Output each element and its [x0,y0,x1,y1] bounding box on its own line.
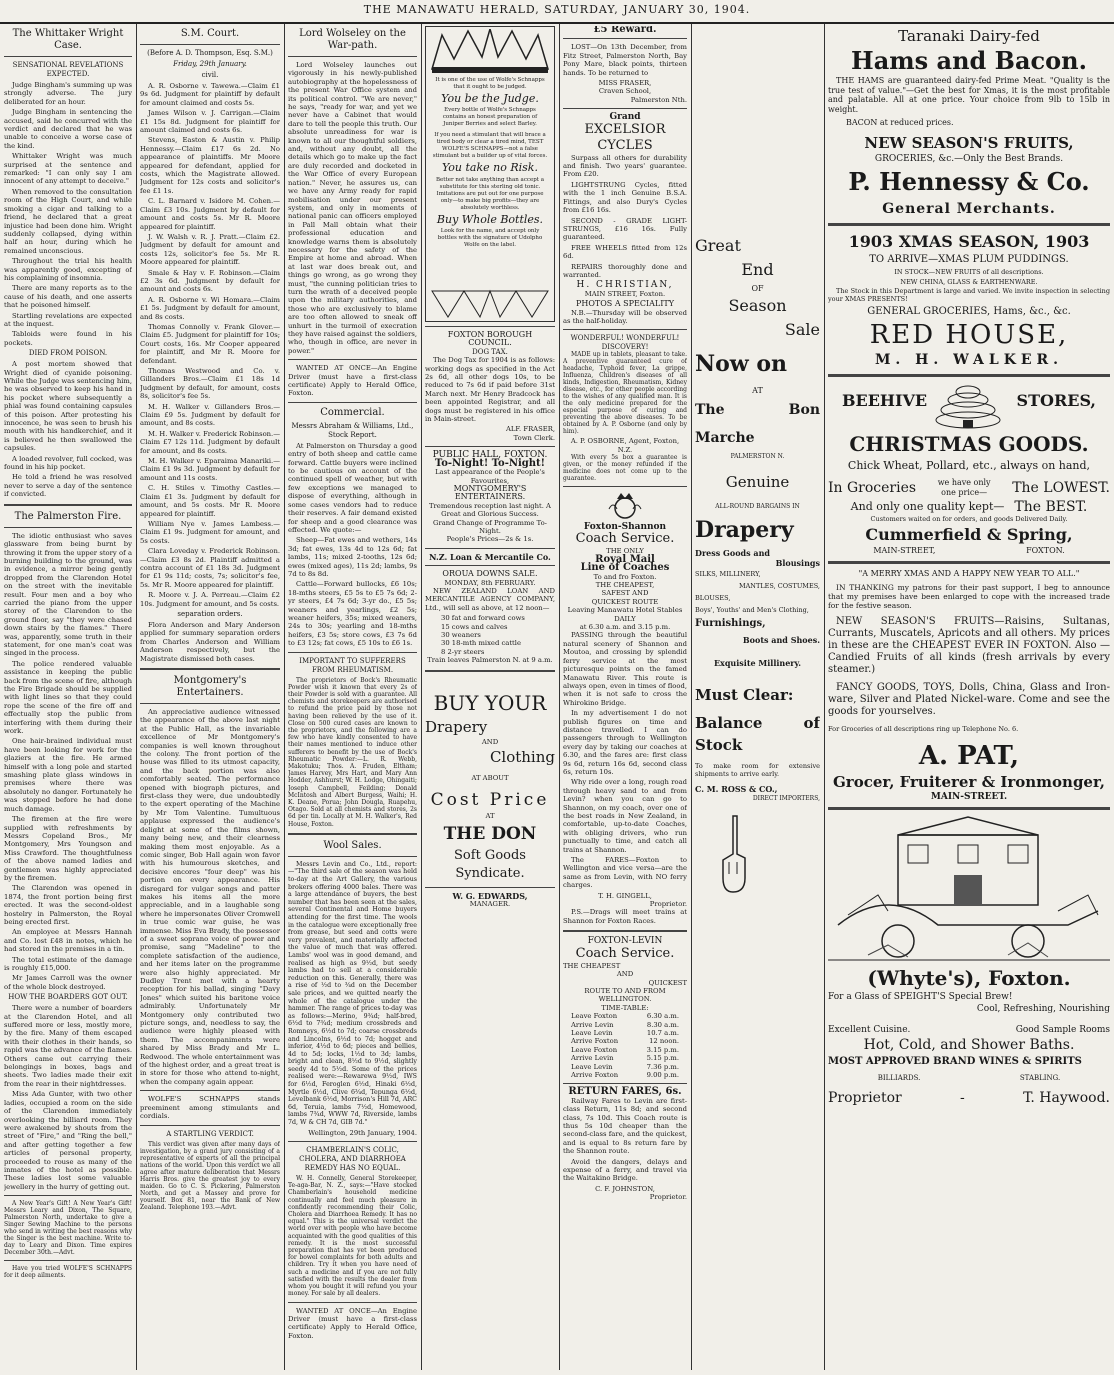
article-paragraph: A loaded revolver, full cocked, was found in his hip pocket. [4,454,132,472]
ad-text: at 6.30 a.m. and 3.15 p.m. [579,623,671,632]
ad-text: Blousings [775,558,820,568]
ad-text: BLOUSES, [695,594,731,602]
pointing-hand-icon [715,814,755,894]
ad-heading: Soft Goods Syndicate. [454,847,526,881]
ad-text: The FARES—Foxton to Wellington and vice versa—are the same as from Levin, with NO ferry charges. [563,856,687,890]
ad-text: In Groceries [828,480,917,496]
ad-heading: Line of Coaches [580,562,670,574]
beehive-icon [933,382,1003,430]
article-headline: The Whittaker Wright Case. [12,28,124,51]
ad-text: Avoid the dangers, delays and expense of a ferry, and travel via the Waitakino Bridge. [563,1157,687,1183]
advertisement: Have you tried WOLFE'S SCHNAPPS for it deep ailments. [4,1265,132,1280]
ad-text: AND [616,970,634,979]
ad-heading: The Bon Marche [695,402,820,446]
ad-text: To make room for extensive shipments to arrive early. [695,762,820,778]
court-case: A. R. Osborne v. Tawewa.—Claim £1 9s 6d. Judgment for plaintiff by default for amount claimed and costs 5s. [140,82,280,107]
ad-text: MAIN-STREET. [930,792,1008,802]
court-case: M. H. Walker v. Eparaima Manariki.—Claim £1 9s 3d. Judgment by default for amount and 11s costs. [140,457,280,482]
ad-heading: End [741,260,774,279]
ad-heading: P. Hennessy & Co. [848,167,1090,196]
ad-text: AT ABOUT [471,774,509,783]
ad-heading: You take no Risk. [442,161,538,175]
ad-text: QUICKEST ROUTE [591,597,659,606]
ad-heading: MONTGOMERY'S ENTERTAINERS. [453,483,527,502]
court-case: C. H. Stiles v. Timothy Castles.—Claim £1 3s. Judgment by default for amount, and 5s costs. Mr R. Moore appeared for plaintiff. [140,484,280,518]
court-section: separation orders. [177,609,243,618]
ad-heading: Great [695,236,741,255]
article-headline: The Palmerston Fire. [14,510,122,522]
ad-text: Railway Fares to Levin are first-class Return, 11s 8d; and second class, 7s 10d. This Coach route is thus 5s 10d cheaper than the second-class fare, and the quickest, and is equal to 8s return fare by the Shannon route. [563,1096,687,1156]
ad-heading: BEEHIVE [842,391,928,410]
beehive-banner [828,382,1110,430]
ad-text: THE CHEAPEST, [595,581,655,590]
ad-heading: Drapery [425,717,488,736]
ad-signature: Proprietor. [649,900,687,909]
advertisement: WANTED AT ONCE—An Engine Driver (must have a first-class certificate) Apply to Herald Office, Foxton. [288,364,417,398]
sale-item: 30 fat and forward cows [441,614,525,623]
ad-text: LOST—On 13th December, from Fitz Street, Palmerston North, Bay Pony Mare, black points, thirteen hands. To be returned to [563,43,687,77]
ad-text: THE CHEAPEST [563,961,621,970]
ad-text: Exquisite Millinery. [713,658,802,668]
timetable-time: 12 noon. [649,1037,679,1046]
court-date: Friday, 29th January. [173,60,247,68]
ad-text: FANCY GOODS, TOYS, Dolls, China, Glass and Iron-ware, Silver and Plated Nickel-ware. Come and see the goods for yourselves. [828,682,1110,717]
ad-heading: PHOTOS A SPECIALITY [575,299,674,309]
ad-text: MANTLES, COSTUMES, [738,582,820,590]
ad-text: MADE up in tablets, pleasant to take. A preventive guaranteed cure of headache, Typhoid fever, La grippe, Influenza, Children's diseases of all kinds, Indigestion, Rheumatism, Kidney disease, etc., for other people according to the wishes of any qualified man. It is the only medicine prepared for the especial purpose of curing and preventing the above diseases. To be obtained by A. P. Osborne (and only by him). [563,351,687,436]
column-3 [288,26,417,1371]
ad-text: "A MERRY XMAS AND A HAPPY NEW YEAR TO ALL." [858,569,1080,578]
timetable-row [571,1012,679,1020]
court-case: R. Moore v. J. A. Perreau.—Claim £2 10s. Judgment for amount, and 5s costs. [140,591,280,608]
ad-text: Excellent Cuisine. [828,1025,911,1035]
ad-text: With every 5s box a guarantee is given, or the money refunded if the medicine does not come up to the guarantee. [563,454,687,482]
timetable-row [571,1054,679,1062]
ad-text: NEW CHINA, GLASS & EARTHENWARE. [900,278,1038,286]
ad-text: GENERAL GROCERIES, Hams, &c., &c. [867,306,1071,317]
article-paragraph: One hair-brained individual must have been looking for work for the glaziers at the fire. He armed himself with a long pole and started smashing plate glass windows in premises where there was absolutely no danger. Fortunately he was stopped before he had done much damage. [4,737,132,813]
article-paragraph: Whittaker Wright was much surprised at the sentence and remarked: "I can only say I am innocent of any attempt to deceive." [4,152,132,186]
ad-text: MONDAY, 8th FEBRUARY. [444,578,536,587]
ad-heading: EXCELSIOR CYCLES [584,121,666,153]
court-case: Thomas Westwood and Co. v. Gillanders Bros.—Claim £1 18s 1d Judgment by default, for amount, costs 8s, solicitor's fee 5s. [140,367,280,401]
ad-heading: £5 Reward. [593,26,657,35]
ad-heading: Cummerfield & Spring, [865,525,1073,544]
ad-text: IN STOCK—NEW FRUITS of all descriptions. [894,268,1044,276]
ad-text: MAIN-STREET, [873,546,936,555]
ad-text: SECOND - GRADE LIGHT-STRUNGS, £16 16s. Fully guaranteed. [563,216,687,242]
ad-heading: RETURN FARES, 6s. [568,1086,682,1098]
sale-item: 8 2-yr steers [441,647,485,656]
ad-text: TO ARRIVE—XMAS PLUM PUDDINGS. [869,254,1069,265]
article-paragraph: The proprietors of Bock's Rheumatic Powder wish it known that every 2s of their Powder is sold with a guarantee. All chemists and storekeepers are authorised to refund the price paid by those not having been relieved by the use of it. Close on 500 cured cases are known to the proprietors, and the following are a few who have kindly consented to have their names mentioned to induce other sufferers to benefit by the use of Bock's Rheumatic Powder:—L. R. Webb, Makotuku; Thos. A. Fruden, Eltham; James Harvey, Mrs Hart, and Mary Ann Hodder, Ashhurst; W. H. Lodge, Ohingaiti; Joseph Campbell, Feilding; Donald McIntosh and Albert Burgess, Waihi; H. K. Deane, Porua; John Dougla, Ruapehu, Otago. Sold at all chemists and stores, 2s 6d per tin. Locally at M. H. Walker's, Red House, Foxton. [288,676,417,828]
ad-text: Good Sample Rooms [1015,1025,1110,1035]
article-paragraph: Tabloids were found in his pockets. [4,330,132,347]
ad-heading: You be the Judge. [441,92,539,105]
ad-text: NEW ZEALAND LOAN AND MERCANTILE AGENCY COMPANY, Ltd., will sell as above, at 12 noon— [425,586,555,612]
article-subhead: DIED FROM POISON. [28,349,108,358]
timetable-stop: Leave Levin [571,1062,613,1071]
ad-text: MISS FRASER, [598,79,652,88]
column-6 [695,26,820,1371]
ad-text: AT [485,812,495,821]
ad-heading: NEW SEASON'S FRUITS, [864,134,1074,152]
ad-text: LIGHTSTRUNG Cycles, fitted with the 1 inch Genuine B.S.A. Fittings, and also Dury's Cycles from £16 16s. [563,180,687,215]
timetable-stop: Leave Foxton [571,1012,618,1021]
ad-text: Grand Change of Programme To-Night. [433,518,547,535]
column-rule [824,24,825,1370]
ad-heading: M. H. WALKER. [874,352,1064,368]
ad-text: The Stock in this Department is large and varied. We invite inspection in selecting your XMAS PRESENTS! [828,287,1110,303]
ad-heading: THE DON [443,823,537,844]
ad-text: we have only one price— [937,478,991,497]
ad-text: P.S.—Drags will meet trains at Shannon for Foxton Races. [563,908,687,925]
ad-text: SILKS, MILLINERY, [695,570,761,578]
court-case: Thomas Connolly v. Frank Glover.—Claim £5. Judgment for plaintiff for 10s; Court costs, 16s. Mr Cooper appeared for plaintiff, and Mr R. Moore for defendant. [140,322,280,365]
ad-text: And only one quality kept— [850,500,1005,513]
ad-text: MAIN STREET, Foxton. [584,289,666,298]
ad-heading: Grand [609,112,641,123]
ad-text: IN THANKING my patrons for their past support, I beg to announce that my premises have been enlarged to cope with the increased trade for the festive season. [828,583,1110,610]
article-headline: Montgomery's Entertainers. [173,675,247,698]
ad-text: Palmerston Nth. [630,95,687,104]
timetable-time: 10.7 a.m. [646,1028,679,1037]
timetable-row [571,1063,679,1071]
court-case: M. H. Walker v. Frederick Robinson.—Claim £7 12s 11d. Judgment by default for amount, and 8s costs. [140,429,280,455]
court-case: James Wilson v. J. Carrigan.—Claim £1 15s 8d. Judgment for plaintiff for amount claimed and costs 6s. [140,109,280,135]
ad-text: Look for the name, and accept only bottles with the signature of Udolpho Wolfe on the label. [437,228,543,249]
court-case: M. H. Walker v. Gillanders Bros.—Claim £9 5s. Judgment by default for amount, and 8s costs. [140,402,280,428]
ad-heading: Balance of Stock [695,714,820,754]
court-case: J. W. Walsh v. R. J. Pratt.—Claim £2. Judgment by default for amount and costs 12s, solicitor's fee 5s. Mr R. Moore appeared for plaintiff. [140,232,280,267]
ad-heading: Now on [695,351,788,377]
ad-text: THE ONLY [606,547,644,556]
ad-text: FREE WHEELS fitted from 12s 6d. [563,243,687,261]
court-magistrate: (Before A. D. Thompson, Esq. S.M.) [147,49,273,57]
column-5 [563,26,687,1371]
article-paragraph: The Clarendon was opened in 1874, the front portion being first erected. It was the second-oldest hostelry in Palmerston, the Royal being erected first. [4,884,132,926]
ad-heading: WONDERFUL! WONDERFUL! DISCOVERY! [570,334,680,351]
ad-signature: C. M. ROSS & CO., [695,784,778,794]
ad-heading: BUY YOUR [433,690,547,715]
notice-signature: ALF. FRASER, [505,425,555,434]
ad-text: SAFEST AND [601,589,649,598]
article-dateline: Wellington, 29th January, 1904. [308,1128,417,1137]
timetable [563,1012,687,1079]
ad-text: Craven School, [598,87,652,96]
article-paragraph: There were a number of boarders at the Clarendon Hotel, and all suffered more or less, mostly more, by the fire. Many of them escaped with their clothes in their hands, so rapid was the advance of the flames. Others came out carrying their belongings in boxes, bags and sheets. Two ladies made their exit from the rear in their nightdresses. [4,1004,132,1088]
article-paragraph: He told a friend he was resolved never to serve a day of the sentence if convicted. [4,473,132,499]
article-subhead: A STARTLING VERDICT. [166,1129,254,1138]
sale-item: 30 18-mth mixed cattle [441,639,521,648]
ad-heading: CHRISTMAS GOODS. [849,432,1089,456]
timetable-stop: Leave Foxton [571,1045,618,1054]
ad-text: N.B.—Thursday will be observed as the half-holiday. [563,308,687,325]
ad-text: The BEST. [1014,499,1088,515]
column-rule [136,24,137,1370]
article-subhead: CHAMBERLAIN'S COLIC, CHOLERA, AND DIARRHOEA REMEDY HAS NO EQUAL. [299,1146,406,1173]
ad-signature: T. H. GINGELL, [598,891,652,900]
column-rule [559,24,560,1370]
ad-text: Leaving Manawatu Hotel Stables DAILY [567,606,683,623]
advertisement: WOLFE'S SCHNAPPS stands preeminent among stimulants and cordials. [140,1095,280,1121]
ad-text: People's Prices—2s & 1s. [446,535,534,544]
timetable-stop: Arrive Levin [571,1020,614,1029]
ad-text: Train leaves Palmerston N. at 9 a.m. [427,656,553,665]
ad-text: Dress Goods and [695,548,771,558]
ad-signature: C. F. JOHNSTON, [595,1184,655,1193]
sale-item: 15 cows and calves [441,622,508,631]
article-subhead: SENSATIONAL REVELATIONS EXPECTED. [12,61,124,78]
ad-heading: OROUA DOWNS SALE. [442,569,538,579]
ornament-icon [428,289,552,319]
ad-heading: Must Clear: [695,686,794,704]
ad-heading: Hams and Bacon. [851,46,1087,75]
ad-text: AND [481,737,499,746]
ad-text: Chick Wheat, Pollard, etc., always on hand, [847,459,1091,472]
ad-heading: Foxton-Shannon [583,522,667,532]
ad-heading: N.Z. Loan & Mercantile Co. [429,551,551,562]
article-paragraph: When removed to the consultation room of the High Court, and while smoking a cigar and talking to a friend, he declared that a great injustice had been done him. Wright suddenly collapsed, dying within half an hour, during which he remained unconscious. [4,187,132,255]
column-rule [691,24,692,1370]
court-case: Stevens, Easton & Austin v. Philip Hennessy.—Claim £17 6s 2d. No appearance of plaintiffs. Mr Moore appeared for defendant, applied for costs, which the Magistrate allowed. Judgment for 12s costs and solicitor's fee £1 1s. [140,136,280,195]
ad-heading: Clothing [489,748,555,767]
ad-text: Better not take anything than accept a substitute for this sterling old tonic. Imitations are put out for one purpose only—to make big profits—they are absolutely worthless. [435,176,544,211]
court-case: Flora Anderson and Mary Anderson applied for summary separation orders from Charles Anderson and William Anderson respectively, but the Magistrate dismissed both cases. [140,620,280,663]
royal-crest-icon [605,491,645,521]
ad-heading: 1903 XMAS SEASON, 1903 [848,232,1090,251]
ad-text: ROUTE TO AND FROM WELLINGTON. [584,986,666,1004]
timetable-time: 3.15 p.m. [646,1045,679,1054]
ad-text: THE HAMS are guaranteed dairy-fed Prime Meat. "Quality is the true test of value."—Get the best for Xmas, it is the most profitable and palatable. All at one price. Your choice from 9lb to 15lb in weight. [828,76,1110,114]
ad-text: Hot, Cold, and Shower Baths. [863,1037,1075,1053]
article-headline: Lord Wolseley on the War-path. [299,28,406,51]
notice-subheading: DOG TAX. [472,347,508,356]
notice-text: The Dog Tax for 1904 is as follows: working dogs as specified in the Act 2s 6d, all other dogs 10s, to be reduced to 7s 6d if paid before 31st March next. Mr Henry Bradcock has been appointed Registrar, and all dogs must be registered in his office in Main-street. [425,356,555,424]
article-paragraph: The firemen at the fire were supplied with refreshments by Messrs Copeland Bros., Mr Montgomery, Mrs Youngson and Miss Crawford. The thoughtfulness of the above named ladies and gentlemen was highly appreciated by the firemen. [4,815,132,882]
article-paragraph: There are many reports as to the cause of his death, and one asserts that he poisoned himself. [4,284,132,310]
ad-heading: A. PAT, [918,741,1020,771]
article-subhead: Messrs Abraham & Williams, Ltd., Stock Report. [291,421,414,439]
article-paragraph: An employee at Messrs Hannah and Co. lost £48 in notes, which he had stored in the premises in a tin. [4,928,132,954]
ad-text: If you need a stimulant that will brace a tired body or clear a tired mind, TEST WOLFE'S SCHNAPPS—not a false stimulant but a builder up of vital forces. [432,132,548,160]
article-subhead: HOW THE BOARDERS GOT OUT. [8,993,128,1002]
timetable-stop: Leave Levin [571,1028,613,1037]
timetable-stop: Arrive Levin [571,1054,614,1063]
ad-heading: Coach Service. [575,945,675,961]
advertisement: WANTED AT ONCE—An Engine Driver (must have a first-class certificate) Apply to Herald Office, Foxton. [288,1306,417,1340]
timetable-row [571,1071,679,1079]
ad-text: For a Glass of SPEIGHT'S Special Brew! [828,992,1013,1002]
court-case: Smale & Hay v. F. Robinson.—Claim £2 3s 6d. Judgment by default for amount and costs 6s. [140,268,280,294]
ad-text: Boys', Youths' and Men's Clothing, [695,606,809,614]
ad-text: Tremendous reception last night. A Great and Glorious Success. [429,501,551,519]
ad-text: TIME-TABLE: [601,1003,649,1012]
ad-text: It is one of the use of Wolfe's Schnapps that it ought to be judged. [435,77,545,90]
article-paragraph: The police rendered valuable assistance in keeping the public back from the scene of fire, although the Fire Brigade should be supplied with light lines so that they could rope the scene of the fire off and effectually stop the public from interfering with them during their work. [4,659,132,736]
crown-ornament-icon [428,29,552,75]
article-paragraph: Judge Bingham in sentencing the accused, said he concurred with the verdict and declared that he was unable to conceive a worse case of the kind. [4,108,132,150]
ad-text: BILLIARDS. [877,1074,921,1082]
ad-text: STABLING. [1019,1074,1061,1082]
ad-text: Boots and Shoes. [742,635,820,645]
masthead: THE MANAWATU HERALD, SATURDAY, JANUARY 30, 1904. [0,0,1114,24]
ad-heading: Cost Price [430,790,550,811]
article-paragraph: The total estimate of the damage is roughly £15,000. [4,955,132,972]
ad-text: Cool, Refreshing, Nourishing [976,1004,1110,1014]
timetable-stop: Arrive Foxton [571,1070,619,1079]
court-section: civil. [201,71,219,79]
ad-heading: STORES, [1016,391,1096,410]
article-headline: S.M. Court. [180,28,240,39]
ad-text: Every bottle of Wolfe's Schnapps contains an honest preparation of Juniper Berries and select Barley. [442,107,538,128]
column-rule [284,24,285,1370]
sale-item: 30 weaners [441,631,481,639]
ad-heading: Royal Mail [595,553,655,565]
notice-heading: FOXTON BOROUGH COUNCIL. [447,330,533,348]
article-paragraph: Judge Bingham's summing up was strongly adverse. The jury deliberated for an hour. [4,81,132,106]
notice-signature: Town Clerk. [513,433,555,442]
ad-text: Surpass all others for durability and finish. Two years' guarantee. From £20. [563,153,687,179]
ad-heading: Sale [784,320,820,339]
timetable-row [571,1021,679,1029]
article-paragraph: A post mortem showed that Wright died of cyanide poisoning. While the Judge was sentencing him, he was observed to keep his hand in his pocket where subsequently a phial was found containing capsules of this poison. After protesting his innocence, he was seen to brush his mouth with his handkerchief, and it is believed he then swallowed the capsules. [4,360,132,453]
article-paragraph: W. H. Connelly, General Storekeeper, Te-aga-Bar, N. Z., says:—"Have stocked Chamberlain's household medicine continually and feel much pleasure in confidently recommending their Colic, Cholera and Diarrhoea Remedy. It has no equal." This is the universal verdict the world over with people who have become acquainted with the good qualities of this remedy. It is the most successful preparation that has yet been produced for bowel complaints for both adults and children. Try it when you have need of such a medicine and if you are not fully satisfied with the results the dealer from whom you bought it will refund you your money. For sale by all dealers. [288,1175,417,1298]
ad-text: GROCERIES, &c.—Only the Best Brands. [874,154,1064,164]
ad-text: ALL-ROUND BARGAINS IN [715,503,800,510]
ad-text: REPAIRS thoroughly done and warranted. [563,262,687,279]
ad-signature: T. Haywood. [1023,1090,1110,1106]
column-2 [140,26,280,1371]
ad-heading: To-Night! To-Night! [434,457,546,469]
court-case: William Nye v. James Lambess.—Claim £1 9s. Judgment for amount, and 5s costs. [140,519,280,545]
court-case: C. L. Barnard v. Isidore M. Cohen.—Claim £3 10s. Judgment by default for amount and costs 5s. Mr R. Moore appeared for plaintiff. [140,197,280,231]
wolfes-schnapps-advertisement [425,26,555,322]
ad-text: BACON at reduced prices. [846,118,954,127]
article-paragraph: Sheep—Fat ewes and wethers, 14s 3d; fat ewes, 13s 4d to 12s 6d; fat lambs, 11s; mixed 2-tooths, 12s 6d; ewes (mixed ages), 11s 2d; lambs, 9s 7d to 8s 8d. [288,536,417,578]
timetable-stop: Arrive Foxton [571,1037,619,1046]
timetable-time: 6.30 a.m. [646,1012,679,1021]
timetable-time: 8.30 a.m. [646,1020,679,1029]
ad-heading: PUBLIC HALL, FOXTON. [432,450,548,461]
ad-text: OF [751,284,764,293]
ad-signature: MANAGER. [469,900,511,909]
ad-text: Customers waited on for orders, and goods Delivered Daily. [870,515,1068,523]
ad-heading: Taranaki Dairy-fed [898,27,1040,45]
ad-heading: Buy Whole Bottles. [436,212,544,226]
article-paragraph: This verdict was given after many days of investigation, by a grand jury consisting of a representative of experts of all the principal nations of the world. Upon this verdict we all agree after mature deliberation that Messrs Harris Bros. give the greatest joy to every maiden. Go to C. S. Pickering, Palmerston North, and get a Massey and prove for yourself. Box 81, near the Bank of New Zealand. Telephone 193.—Advt. [140,1140,280,1211]
article-paragraph: Cattle—Forward bullocks, £6 10s; 18-mths steers, £5 5s to £5 7s 6d; 2-yr steers, £4 7s 6d; 3-yr do., £5 5s; weaners and yearlings, £2 5s; weaner heifers, 35s; mixed weaners, 24s to 30s; yearling and 18-mths heifers, £3 5s; store cows, £3 7s 6d to £3 12s; fat cows, £5 10s to £6 1s. [288,580,417,648]
article-paragraph: Lord Wolseley launches out vigorously in his newly-published autobiography at the hopelessness of the present War Office system and its political control. "We are never," he says, "ready for war, and yet we never have a Cabinet that would dare to tell the people this truth. Our absolute unreadiness for war is known to all our thoughtful soldiers, and, without any doubt, all the details which go to make up the fact are duly recorded and docketed in the War Office of every European nation." Never, he assures us, can we have any Army ready for rapid mobilisation under our present system, and only in moments of national panic can officers employed in Pall Mall obtain what their professional education and knowledge warns them is absolutely necessary for the safety of the Empire at home and abroad. When at last war does break out, and things go wrong, as go wrong they must, "the cunning politician tries to turn the wrath of a deceived people upon the military authorities, and those who are exclusively to blame are too often allowed to sneak off unhurt in the turmoil of execration they have raised against the soldiers, who, though in office, are never in power." [288,61,417,355]
timetable-time: 9.00 p.m. [646,1070,679,1079]
ad-heading: General Merchants. [882,201,1056,217]
ad-signature: W. G. EDWARDS, [452,890,528,901]
ad-heading: RED HOUSE, [869,320,1069,350]
timetable-row [571,1046,679,1054]
ad-text: PALMERSTON N. [730,453,785,460]
article-paragraph: The idiotic enthusiast who saves glassware from being burnt by throwing it from the upper story of a burning building to the ground, was in evidence, a mirror being gently dropped from the Clarendon Hotel on the street with the inevitable result. Four men and a boy who carried the piano from the upper storey of the Clarendon to the ground floor, say "they were chased down stairs by the flames." There was, apparently, some truth in their statement, for one man's coat was singed in the process. [4,531,132,658]
ad-signature: A. P. OSBORNE, Agent, Foxton, N.Z. [570,437,680,454]
column-4 [425,26,555,1371]
ad-text: Why ride over a long, rough road through heavy sand to and from Levin? when you can go to Shannon, on my coach, over one of the best roads in New Zealand, in comfortable, up-to-date Coaches, with obliging drivers, who run punctually to time, and catch all trains at Shannon. [563,778,687,854]
article-paragraph: At Palmerston on Thursday a good entry of both sheep and cattle came forward. Cattle buyers were inclined to be cautious on account of the continued spell of weather, but with few exceptions we managed to dispose of everything, although in some cases vendors had to reduce their reserves. A fair demand existed for sheep and a good clearance was effected. We quote:— [288,441,417,534]
ad-text: In my advertisement I do not publish figures on time and distance travelled. I can do passengers through to Wellington every day by taking our coaches at 6.30, and the fares are: first class 9s 6d, return 16s 6d, second class 6s, return 10s. [563,709,687,776]
ad-heading: Season [728,296,787,315]
ad-text: NEW SEASON'S FRUITS—Raisins, Sultanas, Currants, Muscatels, Apricots and all others. My prices in these are the CHEAPEST EVER IN FOXTON. Also — Candied Fruits of all kinds (fresh arrivals by every steamer.) [828,616,1110,675]
ad-heading: Coach Service. [575,531,675,547]
ad-text: The LOWEST. [1012,480,1110,496]
ad-text: QUICKEST [648,978,687,987]
ad-text: AT [752,386,763,395]
ad-text: PASSING through the beautiful natural scenery of Shannon and Moutoa, and crossing by splendid ferry service at the most picturesque points on the famed Manawatu River. This route is always open, even in times of flood, when it is not safe to cross the Whirokino Bridge. [563,631,687,707]
ad-text: Last appearance of the People's Favourites, [435,468,545,485]
ad-heading: (Whyte's), Foxton. [867,966,1071,990]
article-headline: Wool Sales. [323,839,382,851]
ad-heading: Grocer, Fruiterer & Ironmonger, [832,773,1106,791]
court-case: Clara Loveday v. Frederick Robinson.—Claim £3 8s 2d. Plaintiff admitted a contra account of £1 18s 3d. Judgment for £1 9s 11d; costs, 7s; solicitor's fee, 5s. Mr R. Moore appeared for plaintiff. [140,547,280,589]
advertisement: A New Year's Gift! A New Year's Gift! Messrs Leary and Dixon, The Square, Palmerston North, undertake to give a Singer Sewing Machine to the persons who send in writing the best reasons why the Singer is the best machine. Write to-day to Leary and Dixon. Time expires December 30th.—Advt. [4,1200,132,1257]
article-paragraph: Throughout the trial his health was apparently good, excepting of his complaining of insomnia. [4,257,132,282]
article-paragraph: Messrs Levin and Co., Ltd., report:—"The third sale of the season was held to-day at the Art Gallery, the various brokers offering 4000 bales. There was a large attendance of buyers, the best number that has been seen at the sales, several Continental and Home buyers attending for the first time. The wools in the catalogue were exceptionally free from grease, but seed and cotts were very prevalent, and materially affected the value of much that was offered. Lambs' wool was in good demand, and realised as high as 9½d, but seedy lambs had to sell at a considerable reduction on this. Generally, there was a rise of ½d to ¾d on the December sale prices, and we quitted nearly the whole of the catalogue under the hammer. The range of prices to-day was as follows:—Merino, 9¾d; half-bred, 6½d to 7¾d; medium crossbreds and Romneys, 6½d to 7d; coarse crossbreds and Lincolns, 6½d to 7d; hogget and inferior, 4½d to 6d; pieces and bellies, 4d to 5d; locks, 1½d to 3d; lambs, bright and clean, 8½d to 9½d, slightly seedy 4d to 5½d. Some of the prices realised were:—Rewarewa 9½d, IWS for 6½d, Feroglen 6½d, Hinaki 6½d, Myrtle 6½d, Clive 6¾d, Tepunga 6½d, Levelbank 6½d, Morrison's Hill 7d, ARC 6d, Teruia, lambs 7½d, Homewood, lambs 7¾d, WWW 7d, Riverside, lambs 7d, W & CH 7d, GIB 7d." [288,860,417,1127]
ad-text: MOST APPROVED BRAND WINES & SPIRITS [828,1056,1082,1067]
timetable-row [571,1029,679,1037]
article-paragraph: Mr James Carroll was the owner of the whole block destroyed. [4,974,132,991]
article-paragraph: An appreciative audience witnessed the appearance of the above last night at the Public Hall, as the invariable excellence of Mr Montgomery's companies is well known throughout the colony. The front portion of the house was filled to its utmost capacity, and the back portion was also comfortably seated. The performance opened with biograph pictures, and first-class they were, due undoubtedly to the expert operating of the Machine by Mr Tom Valentine. Tumultuous applause expressed the audience's delight at some of the films shown, many being new, and their clearness making them most enjoyable. As a comic singer, Bob Hall again won favor with his humourous sketches, and decisive encores "four deep" was his portion on every appearance. His disregard for vulgar songs and patter makes his items all the more appreciable, and in a laughable song where he impersonates Oliver Cromwell in true comic war guise, he was immense. Miss Eva Brady, the possessor of a sweet soprano voice of power and promise, sang "Madeline" to the complete satisfaction of the audience, and her items later on the programme were also highly appreciated. Mr Dudley Trent met with a hearty reception for his ballad, singing "Davy Jones" which suited his baritone voice admirably. Unfortunately Mr Montgomery only contributed two picture songs, and, needless to say, the audience were highly pleased with them. The accompaniments were shared by Miss Brady and Mr L. Redwood. The whole entertainment was of the highest order, and a great treat is in store for those who attend to-night, when the company again appear. [140,708,280,1086]
article-paragraph: Startling revelations are expected at the inquest. [4,311,132,328]
timetable-time: 5.15 p.m. [646,1054,679,1063]
timetable-row [571,1037,679,1045]
article-subhead: IMPORTANT TO SUFFERERS FROM RHEUMATISM. [299,656,406,674]
timetable-time: 7.36 p.m. [646,1062,679,1071]
court-case: A. R. Osborne v. Wi Homara.—Claim £1 5s. Judgment by default for amount, and 8s costs. [140,295,280,321]
ad-signature: Proprietor. [649,1193,687,1202]
ad-heading: FOXTON-LEVIN [587,936,663,947]
ad-text: FOXTON. [1026,546,1065,555]
column-1 [4,26,132,1371]
column-7: Taranaki Dairy-fed Hams and Bacon. THE HAMS are guaranteed dairy-fed Prime Meat. "Quality is the true test of value."—Get the best for Xmas, it is the most profitable and palatable. All at one price. Your choice from 9lb to 15lb in weight. BACON at reduced prices. NEW SEASON'S FRUITS, GROCERIES, &c.—Only the Best Brands. P. Hennessy & Co. General Merchants. 1903 XMAS SEASON, 1903 TO ARRIVE—XMAS PLUM PUDDINGS. IN STOCK—NEW FRUITS of all descriptions. NEW CHINA, GLASS & EARTHENWARE. The Stock in this Department is large and varied. We invite inspection in selecting your XMAS PRESENTS! GENERAL GROCERIES, Hams, &c., &c. RED HOUSE, M. H. WALKER. BEEHIVE STORES, CHRISTMAS GOODS. Chick Wheat, Pollard, etc., always on hand, In Groceries we have only one price— The LOWEST. And only one quality kept— The BEST. Customers waited on for orders, and goods Delivered Daily. Cummerfield & Spring, MAIN-STREET, FOXTON. "A MERRY XMAS AND A HAPPY NEW YEAR TO ALL." IN THANKING my patrons for their past support, I beg to announce that my premises have been enlarged to cope with the increased trade for the festive season. NEW SEASON'S FRUITS—Raisins, Sultanas, Currants, Muscatels, Apricots and all others. My prices in these are the CHEAPEST EVER IN FOXTON. Also — Candied Fruits of all kinds (fresh arrivals by every steamer.) FANCY GOODS, TOYS, Dolls, China, Glass and Iron-ware, Silver and Plated Nickel-ware. Come and see the goods for yourselves. For Groceries of all descriptions ring up Telephone No. 6. A. PAT, Grocer, Fruiterer & Ironmonger, MAIN-STREET. (Whyte's), Foxton. For a Glass of SPEIGHT'S Special Brew! Cool, Refreshing, Nourishing Excellent Cuisine. Good Sample Rooms Hot, Cold, and Shower Baths. MOST APPROVED BRAND WINES & SPIRITS BILLIARDS. STABLING. Proprietor - T. Haywood. [828,26,1110,1371]
ad-signature: Proprietor [828,1090,902,1106]
ad-text: Furnishings, [695,618,766,629]
ad-text: To and fro Foxton. [593,572,657,581]
ad-signature: DIRECT IMPORTERS, [752,795,820,802]
hotel-coach-illustration [828,815,1110,965]
ad-text: For Groceries of all descriptions ring up Telephone No. 6. [828,725,1019,733]
column-rule [421,24,422,1370]
ad-heading: Genuine [725,473,790,491]
article-paragraph: Miss Ada Gunter, with two other ladies, occupied a room on the side of the Clarendon immediately overlooking the billiard room. They were awakened by shouts from the street of "Fire," and "Ring the bell," and after getting together a few articles of personal property, proceeded to rouse as many of the inmates of the hotel as possible. These ladies lost some valuable jewellery in the hurry of getting out. [4,1090,132,1191]
ad-heading: Drapery [695,517,794,543]
ad-signature: H. CHRISTIAN, [576,280,674,291]
article-headline: Commercial. [320,406,385,418]
